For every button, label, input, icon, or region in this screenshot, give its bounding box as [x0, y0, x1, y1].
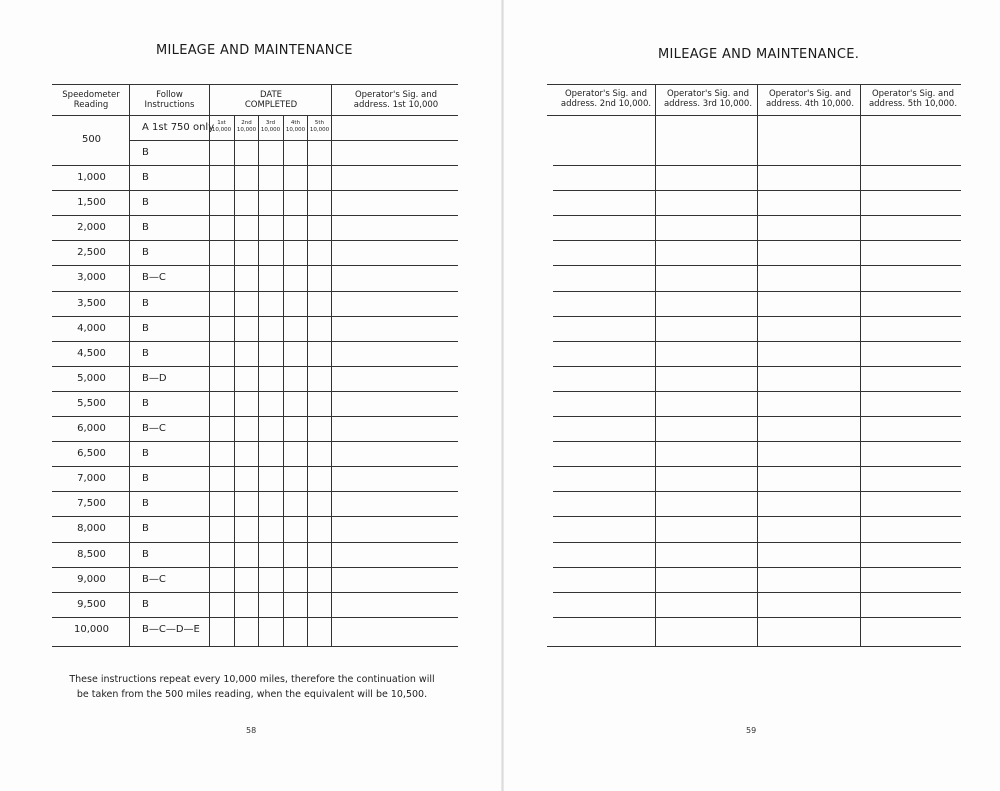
speedometer-reading: 2,000 [77, 222, 106, 234]
instruction: B [142, 523, 149, 535]
speedometer-reading: 1,000 [77, 172, 106, 183]
instruction: B [142, 347, 149, 359]
row-rule [553, 391, 961, 392]
row-rule [52, 165, 458, 166]
operator-header: Operator's Sig. and address. 1st 10,000 [353, 90, 439, 110]
speedometer-reading: 3,000 [77, 272, 106, 284]
row-rule [52, 291, 458, 292]
table-top-rule [52, 84, 458, 85]
sub-header-bottom: 10,000 [211, 127, 232, 133]
date-header: DATE COMPLETED [244, 90, 298, 110]
operator-header: Operator's Sig. and address. 3rd 10,000. [663, 89, 753, 109]
speedometer-reading: 4,500 [77, 347, 106, 359]
date-header-rule [209, 115, 331, 116]
row-rule [52, 441, 458, 442]
page-number: 58 [246, 726, 257, 735]
sub-header-bottom: 10,000 [285, 127, 306, 133]
row-rule [553, 466, 961, 467]
speedometer-reading: 7,000 [77, 473, 106, 485]
row-rule [553, 592, 961, 593]
speedometer-reading: 2,500 [77, 247, 106, 259]
right-page [503, 0, 1000, 791]
sub-header-bottom: 10,000 [236, 127, 257, 133]
instruction: B—C [142, 573, 166, 585]
speedometer-reading: 5,500 [77, 397, 106, 409]
row-rule [52, 215, 458, 216]
speedometer-reading: 8,000 [77, 523, 106, 535]
follow-header: Follow Instructions [144, 90, 195, 110]
speedometer-reading: 7,500 [77, 498, 106, 510]
row-rule [52, 416, 458, 417]
row-rule [553, 215, 961, 216]
row-rule [553, 165, 961, 166]
speedometer-reading: 1,500 [77, 197, 106, 209]
row-rule [553, 240, 961, 241]
row-rule [52, 240, 458, 241]
instruction: B—C—D—E [142, 623, 200, 635]
row-rule [52, 316, 458, 317]
instruction: B [142, 172, 149, 183]
instruction: B—C [142, 423, 166, 434]
row-rule [553, 341, 961, 342]
row-rule [52, 391, 458, 392]
row-rule [52, 516, 458, 517]
speedometer-reading: 3,500 [77, 297, 106, 309]
instruction: B [142, 397, 149, 409]
instruction: B [142, 222, 149, 234]
instruction: B [142, 247, 149, 259]
row-rule [553, 617, 961, 618]
row-rule [553, 291, 961, 292]
row-rule [52, 567, 458, 568]
table-bottom-rule [52, 646, 458, 647]
instruction: B—D [142, 372, 167, 384]
sub-header-top: 3rd [265, 120, 276, 126]
table-top-rule [547, 84, 961, 85]
speedometer-reading: 6,000 [77, 423, 106, 434]
speedometer-reading: 9,000 [77, 573, 106, 585]
row-rule [52, 617, 458, 618]
row-rule [129, 140, 458, 141]
speedometer-reading: 6,500 [77, 448, 106, 460]
instruction: A 1st 750 only [142, 122, 215, 133]
sub-header-bottom: 10,000 [260, 127, 281, 133]
row-rule [553, 265, 961, 266]
instruction: B [142, 498, 149, 510]
row-rule [553, 366, 961, 367]
table-bottom-rule [547, 646, 961, 647]
speedometer-reading: 10,000 [74, 623, 109, 635]
speedometer-reading: 4,000 [77, 322, 106, 334]
operator-header: Operator's Sig. and address. 4th 10,000. [765, 89, 855, 109]
operator-header: Operator's Sig. and address. 5th 10,000. [868, 89, 958, 109]
row-rule [553, 441, 961, 442]
instruction: B [142, 598, 149, 610]
operator-header: Operator's Sig. and address. 2nd 10,000. [560, 89, 652, 109]
page-title: MILEAGE AND MAINTENANCE. [658, 47, 860, 62]
row-rule [553, 567, 961, 568]
instruction: B [142, 147, 149, 158]
row-rule [553, 491, 961, 492]
row-rule [52, 341, 458, 342]
instruction: B [142, 473, 149, 485]
repeat-note: These instructions repeat every 10,000 miles, therefore the continuation will be taken from the 500 miles reading, when the equivalent will be 10,500. [69, 674, 435, 700]
row-rule [52, 190, 458, 191]
instruction: B [142, 197, 149, 209]
row-rule [52, 366, 458, 367]
sub-header-top: 2nd [241, 120, 252, 126]
row-rule [52, 542, 458, 543]
row-rule [553, 416, 961, 417]
instruction: B—C [142, 272, 166, 284]
row-rule [553, 516, 961, 517]
row-rule [553, 542, 961, 543]
speedometer-reading: 5,000 [77, 372, 106, 384]
page-number: 59 [746, 726, 757, 735]
instruction: B [142, 448, 149, 460]
page-title: MILEAGE AND MAINTENANCE [156, 43, 353, 58]
header-rule [547, 115, 961, 116]
sub-header-top: 5th [314, 120, 325, 126]
row-rule [52, 592, 458, 593]
row-rule [553, 190, 961, 191]
instruction: B [142, 297, 149, 309]
speedometer-reading: 9,500 [77, 598, 106, 610]
sub-header-top: 1st [217, 120, 226, 126]
speedometer-header: Speedometer Reading [62, 90, 120, 110]
speedometer-reading: 500 [81, 134, 102, 145]
instruction: B [142, 548, 149, 560]
sub-header-bottom: 10,000 [309, 127, 330, 133]
instruction: B [142, 322, 149, 334]
speedometer-reading: 8,500 [77, 548, 106, 560]
row-rule [553, 316, 961, 317]
row-rule [52, 466, 458, 467]
row-rule [52, 265, 458, 266]
sub-header-top: 4th [290, 120, 301, 126]
row-rule [52, 491, 458, 492]
